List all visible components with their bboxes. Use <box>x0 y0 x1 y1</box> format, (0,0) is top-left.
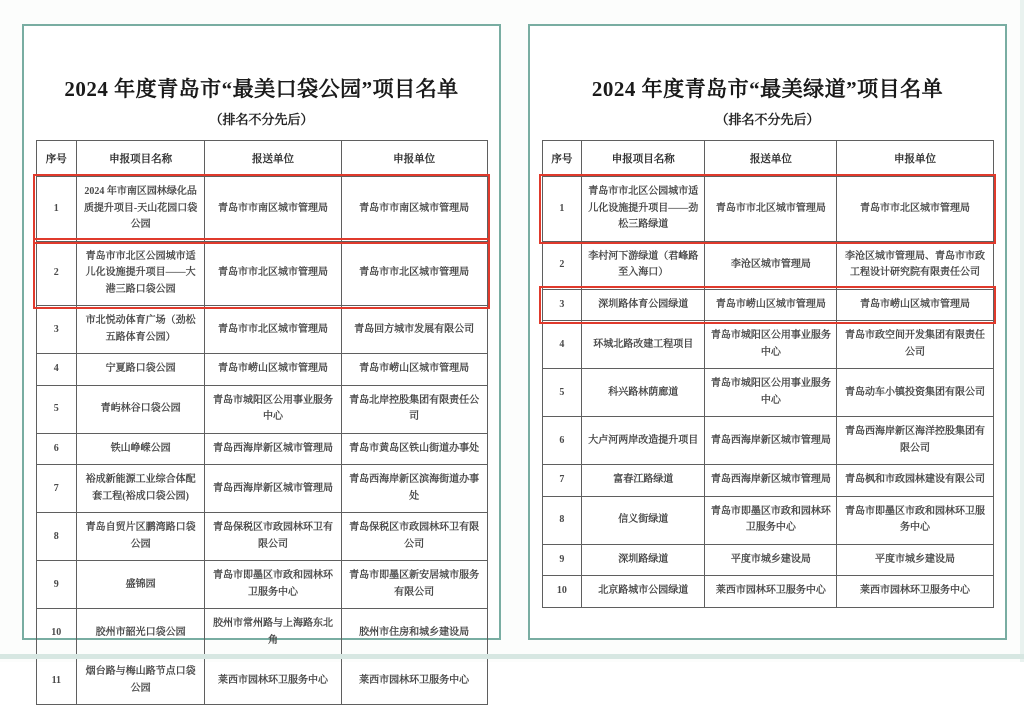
column-header: 申报单位 <box>837 141 993 177</box>
cell-serial-number: 5 <box>542 369 582 417</box>
cell-project-name: 青岛市市北区公园城市适儿化设施提升项目——劲松三路绿道 <box>582 177 705 242</box>
cell-apply-unit: 李沧区城市管理局、青岛市市政工程设计研究院有限责任公司 <box>837 241 993 289</box>
cell-project-name: 北京路城市公园绿道 <box>582 576 705 608</box>
table-row <box>36 433 487 465</box>
cell-apply-unit: 青岛西海岸新区海洋控股集团有限公司 <box>837 417 993 465</box>
cell-submit-unit: 青岛西海岸新区城市管理局 <box>205 465 342 513</box>
cell-project-name: 深圳路绿道 <box>582 544 705 576</box>
page-title: 2024 年度青岛市“最美绿道”项目名单 <box>591 77 944 101</box>
table-row <box>36 561 487 609</box>
cell-apply-unit: 青岛市黄岛区铁山街道办事处 <box>341 433 487 465</box>
cell-apply-unit: 青岛市崂山区城市管理局 <box>341 354 487 386</box>
cell-serial-number: 2 <box>36 241 77 306</box>
document-page-pocket-park <box>22 24 501 694</box>
cell-apply-unit: 青岛枫和市政园林建设有限公司 <box>837 465 993 497</box>
cell-serial-number: 10 <box>542 576 582 608</box>
cell-apply-unit: 青岛市即墨区新安居城市服务有限公司 <box>341 561 487 609</box>
cell-project-name: 环城北路改建工程项目 <box>582 321 705 369</box>
cell-project-name: 胶州市韶光口袋公园 <box>77 609 205 657</box>
cell-serial-number: 3 <box>542 289 582 321</box>
table-row <box>542 417 993 465</box>
cell-project-name: 盛锦园 <box>77 561 205 609</box>
cell-submit-unit: 青岛市城阳区公用事业服务中心 <box>705 369 837 417</box>
column-header: 申报项目名称 <box>582 141 705 177</box>
cell-serial-number: 3 <box>36 306 77 354</box>
cell-project-name: 铁山峥嵘公园 <box>77 433 205 465</box>
table-row <box>542 369 993 417</box>
cell-project-name: 青屿林谷口袋公园 <box>77 385 205 433</box>
table-row <box>36 177 487 242</box>
cell-serial-number: 10 <box>36 609 77 657</box>
column-header: 序号 <box>542 141 582 177</box>
cell-serial-number: 8 <box>36 513 77 561</box>
cell-serial-number: 4 <box>542 321 582 369</box>
cell-project-name: 科兴路林荫廊道 <box>582 369 705 417</box>
cell-apply-unit: 胶州市住房和城乡建设局 <box>341 609 487 657</box>
cell-submit-unit: 青岛市崂山区城市管理局 <box>705 289 837 321</box>
table-row <box>542 576 993 608</box>
cell-submit-unit: 平度市城乡建设局 <box>705 544 837 576</box>
cell-submit-unit: 青岛市市南区城市管理局 <box>205 177 342 242</box>
cell-apply-unit: 莱西市园林环卫服务中心 <box>341 657 487 705</box>
cell-serial-number: 9 <box>542 544 582 576</box>
bottom-edge-strip <box>0 654 1024 659</box>
table-row <box>542 177 993 242</box>
table-row <box>36 354 487 386</box>
table-row <box>36 609 487 657</box>
cell-submit-unit: 胶州市常州路与上海路东北角 <box>205 609 342 657</box>
greenway-table <box>542 140 994 608</box>
table-row <box>36 513 487 561</box>
cell-apply-unit: 青岛北岸控股集团有限责任公司 <box>341 385 487 433</box>
cell-submit-unit: 青岛市崂山区城市管理局 <box>205 354 342 386</box>
cell-submit-unit: 青岛市市北区城市管理局 <box>205 241 342 306</box>
cell-submit-unit: 青岛西海岸新区城市管理局 <box>705 417 837 465</box>
cell-project-name: 深圳路体育公园绿道 <box>582 289 705 321</box>
cell-submit-unit: 莱西市园林环卫服务中心 <box>205 657 342 705</box>
page-title: 2024 年度青岛市“最美口袋公园”项目名单 <box>64 77 459 101</box>
cell-submit-unit: 青岛市市北区城市管理局 <box>205 306 342 354</box>
cell-serial-number: 8 <box>542 496 582 544</box>
table-row <box>542 321 993 369</box>
cell-project-name: 市北悦动体育广场（劲松五路体育公园） <box>77 306 205 354</box>
cell-serial-number: 7 <box>542 465 582 497</box>
cell-project-name: 裕成新能源工业综合体配套工程(裕成口袋公园) <box>77 465 205 513</box>
table-row <box>36 306 487 354</box>
cell-project-name: 富春江路绿道 <box>582 465 705 497</box>
cell-project-name: 宁夏路口袋公园 <box>77 354 205 386</box>
cell-submit-unit: 青岛市即墨区市政和园林环卫服务中心 <box>205 561 342 609</box>
column-header: 报送单位 <box>205 141 342 177</box>
cell-apply-unit: 平度市城乡建设局 <box>837 544 993 576</box>
cell-project-name: 大卢河两岸改造提升项目 <box>582 417 705 465</box>
cell-serial-number: 11 <box>36 657 77 705</box>
table-row <box>542 544 993 576</box>
column-header: 序号 <box>36 141 77 177</box>
table-row <box>36 241 487 306</box>
cell-project-name: 烟台路与梅山路节点口袋公园 <box>77 657 205 705</box>
cell-serial-number: 5 <box>36 385 77 433</box>
table-row <box>542 465 993 497</box>
cell-submit-unit: 青岛西海岸新区城市管理局 <box>205 433 342 465</box>
right-edge-strip <box>1020 0 1024 662</box>
cell-submit-unit: 莱西市园林环卫服务中心 <box>705 576 837 608</box>
cell-project-name: 2024 年市南区园林绿化品质提升项目-天山花园口袋公园 <box>77 177 205 242</box>
cell-submit-unit: 青岛市城阳区公用事业服务中心 <box>705 321 837 369</box>
cell-project-name: 青岛自贸片区鹏湾路口袋公园 <box>77 513 205 561</box>
cell-submit-unit: 青岛保税区市政园林环卫有限公司 <box>205 513 342 561</box>
table-row <box>542 289 993 321</box>
pocket-park-table <box>36 140 488 705</box>
header-row <box>36 141 487 177</box>
cell-serial-number: 4 <box>36 354 77 386</box>
cell-project-name: 李村河下游绿道（君峰路至入海口） <box>582 241 705 289</box>
cell-submit-unit: 青岛西海岸新区城市管理局 <box>705 465 837 497</box>
cell-project-name: 青岛市市北区公园城市适儿化设施提升项目——大港三路口袋公园 <box>77 241 205 306</box>
header-row <box>542 141 993 177</box>
cell-serial-number: 2 <box>542 241 582 289</box>
cell-serial-number: 1 <box>542 177 582 242</box>
column-header: 报送单位 <box>705 141 837 177</box>
cell-serial-number: 1 <box>36 177 77 242</box>
cell-apply-unit: 青岛市市南区城市管理局 <box>341 177 487 242</box>
page-subtitle: （排名不分先后） <box>209 112 314 128</box>
table-row <box>542 241 993 289</box>
column-header: 申报项目名称 <box>77 141 205 177</box>
cell-serial-number: 7 <box>36 465 77 513</box>
cell-submit-unit: 青岛市即墨区市政和园林环卫服务中心 <box>705 496 837 544</box>
cell-apply-unit: 青岛动车小镇投资集团有限公司 <box>837 369 993 417</box>
cell-submit-unit: 青岛市市北区城市管理局 <box>705 177 837 242</box>
page-subtitle: （排名不分先后） <box>715 112 820 128</box>
cell-serial-number: 6 <box>36 433 77 465</box>
cell-submit-unit: 青岛市城阳区公用事业服务中心 <box>205 385 342 433</box>
cell-apply-unit: 青岛市政空间开发集团有限责任公司 <box>837 321 993 369</box>
document-page-greenway <box>528 24 1007 640</box>
cell-apply-unit: 青岛市市北区城市管理局 <box>341 241 487 306</box>
cell-project-name: 信义街绿道 <box>582 496 705 544</box>
cell-apply-unit: 青岛保税区市政园林环卫有限公司 <box>341 513 487 561</box>
table-row <box>542 496 993 544</box>
cell-apply-unit: 青岛市即墨区市政和园林环卫服务中心 <box>837 496 993 544</box>
cell-serial-number: 6 <box>542 417 582 465</box>
cell-apply-unit: 青岛市崂山区城市管理局 <box>837 289 993 321</box>
table-row <box>36 385 487 433</box>
cell-apply-unit: 青岛回方城市发展有限公司 <box>341 306 487 354</box>
cell-submit-unit: 李沧区城市管理局 <box>705 241 837 289</box>
cell-apply-unit: 青岛西海岸新区滨海街道办事处 <box>341 465 487 513</box>
cell-apply-unit: 莱西市园林环卫服务中心 <box>837 576 993 608</box>
table-row <box>36 465 487 513</box>
column-header: 申报单位 <box>341 141 487 177</box>
table-row <box>36 657 487 705</box>
cell-serial-number: 9 <box>36 561 77 609</box>
cell-apply-unit: 青岛市市北区城市管理局 <box>837 177 993 242</box>
